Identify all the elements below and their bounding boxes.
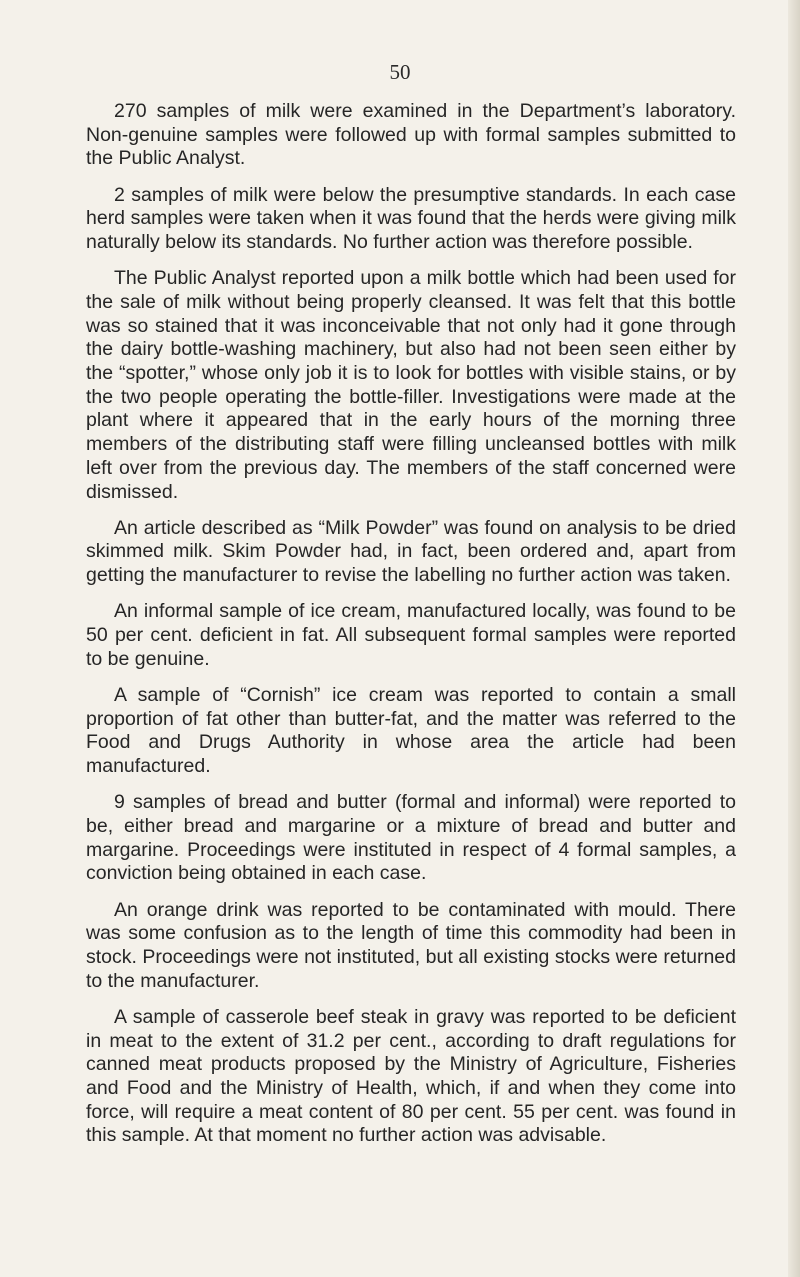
body-text bbox=[86, 100, 736, 1161]
paragraph-ice-cream-informal: An informal sample of ice cream, manufactured locally, was found to be 50 per cent. deficient in fat. All subsequent formal samples were reported to be genuine. bbox=[86, 600, 736, 670]
paragraph-milk-bottle: The Public Analyst reported upon a milk bottle which had been used for the sale of milk without being properly cleansed. It was felt that this bottle was so stained that it was inconceivable that not only had it gone through the dairy bottle-washing machinery, but also had not been seen either by the “spotter,” whose only job it is to look for bottles with visible stains, or by the two people operating the bottle-filler. Investigations were made at the plant where it appeared that in the early hours of the morning three members of the distributing staff were filling uncleansed bottles with milk left over from the previous day. The members of the staff concerned were dismissed. bbox=[86, 267, 736, 503]
paragraph-presumptive-standards: 2 samples of milk were below the presumptive standards. In each case herd samples were taken when it was found that the herds were giving milk naturally below its standards. No further action was therefore possible. bbox=[86, 183, 736, 254]
paragraph-bread-and-butter: 9 samples of bread and butter (formal and informal) were reported to be, either bread and margarine or a mixture of bread and butter and margarine. Proceedings were instituted in respect of 4 formal samples, a conviction being obtained in each case. bbox=[86, 791, 736, 885]
paragraph-orange-drink: An orange drink was reported to be contaminated with mould. There was some confusion as to the length of time this commodity had been in stock. Proceedings were not instituted, but all existing stocks were returned to the manufacturer. bbox=[86, 898, 736, 992]
page-edge-shadow bbox=[788, 0, 800, 1277]
page-number: 50 bbox=[389, 60, 411, 84]
paragraph-casserole-beef: A sample of casserole beef steak in gravy was reported to be deficient in meat to the extent of 31.2 per cent., according to draft regulations for canned meat products proposed by the Ministry of Agriculture, Fisheries and Food and the Ministry of Health, which, if and when they come into force, will require a meat content of 80 per cent. 55 per cent. was found in this sample. At that moment no further action was advisable. bbox=[86, 1005, 736, 1147]
paragraph-milk-samples: 270 samples of milk were examined in the Department’s laboratory. Non-genuine samples were followed up with formal samples submitted to the Public Analyst. bbox=[86, 100, 736, 170]
paragraph-milk-powder: An article described as “Milk Powder” was found on analysis to be dried skimmed milk. Skim Powder had, in fact, been ordered and, apart from getting the manufacturer to revise the labelling no further action was taken. bbox=[86, 516, 736, 587]
paragraph-cornish-ice-cream: A sample of “Cornish” ice cream was reported to contain a small proportion of fat other than butter-fat, and the matter was referred to the Food and Drugs Authority in whose area the article had been manufactured. bbox=[86, 683, 736, 778]
